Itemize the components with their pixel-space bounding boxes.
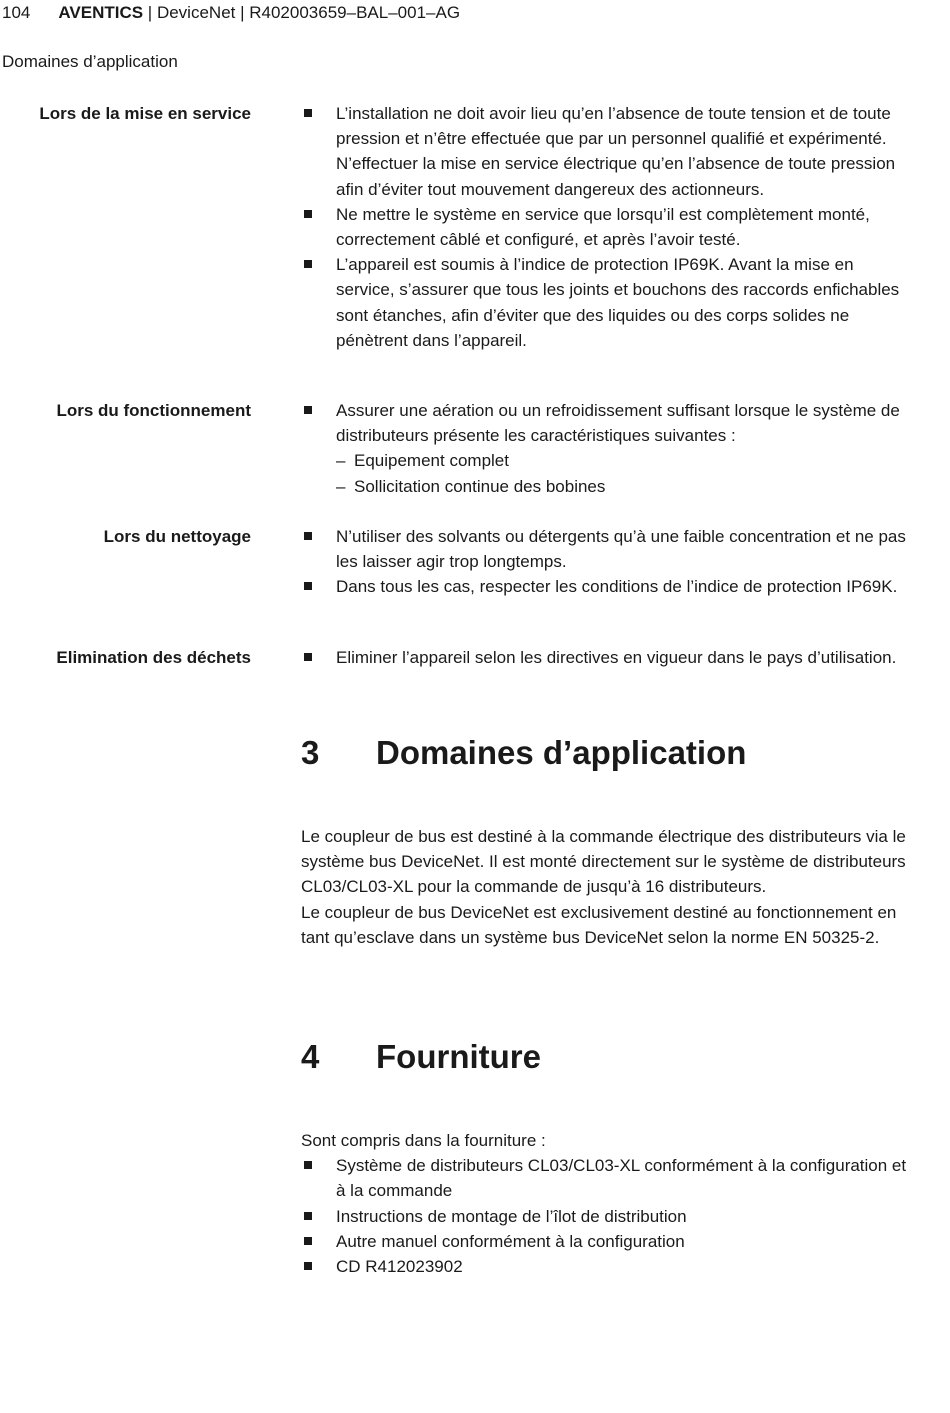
list-item: [301, 1204, 911, 1229]
list-item-text: Ne mettre le système en service que lorsqu’il est complètement monté, correctement câblé et configuré, et après l’avoir testé.: [336, 204, 870, 250]
square-bullet-icon: [304, 653, 312, 661]
document-reference: R402003659–BAL–001–AG: [249, 3, 461, 22]
list-item-text: Assurer une aération ou un refroidissement suffisant lorsque le système de distributeurs présente les caractéristiques suivantes :: [336, 401, 900, 446]
page-number: 104: [2, 3, 31, 22]
disposal-list: [301, 645, 911, 670]
list-item-text: Instructions de montage de l’îlot de distribution: [336, 1206, 687, 1226]
sub-list-item: [336, 474, 911, 499]
page-header: [2, 3, 460, 23]
list-item-text: L’installation ne doit avoir lieu qu’en l’absence de toute tension et de toute pression et n’être effectuée que par un personnel qualifié et expérimenté. N’effectuer la mise en service électrique qu’en l’absence de toute pression afin d’éviter tout mouvement dangereux des actionneurs.: [336, 104, 896, 199]
square-bullet-icon: [304, 1237, 312, 1245]
label-commissioning: Lors de la mise en service: [39, 104, 251, 123]
square-bullet-icon: [304, 1212, 312, 1220]
section-4-heading: [301, 1038, 541, 1076]
section-4-body: [301, 1128, 911, 1279]
list-item: [301, 645, 911, 670]
cleaning-list: [301, 524, 911, 600]
list-item-text: N’utiliser des solvants ou détergents qu’à une faible concentration et ne pas les laisser agir trop longtemps.: [336, 527, 906, 572]
square-bullet-icon: [304, 406, 312, 414]
sub-list-item: [336, 448, 911, 473]
list-item-text: Autre manuel conformément à la configuration: [336, 1231, 685, 1251]
label-cleaning: Lors du nettoyage: [103, 527, 251, 546]
square-bullet-icon: [304, 532, 312, 540]
list-item-text: Système de distributeurs CL03/CL03-XL conformément à la configuration et à la commande: [336, 1156, 907, 1201]
operation-list: [301, 398, 911, 499]
list-item: [301, 524, 911, 574]
paragraph: Le coupleur de bus est destiné à la commande électrique des distributeurs via le système bus DeviceNet. Il est monté directement sur le système de distributeurs CL03/CL03-XL pour la commande de jusqu’à 16 distributeurs.: [301, 827, 906, 897]
list-item: [301, 1229, 911, 1254]
list-item-text: L’appareil est soumis à l’indice de protection IP69K. Avant la mise en service, s’assurer que tous les joints et bouchons des raccords enfichables sont étanches, afin d’éviter que des liquides ou des corps solides ne pénètrent dans l’appareil.: [336, 255, 900, 350]
list-item-text: Eliminer l’appareil selon les directives en vigueur dans le pays d’utilisation.: [336, 648, 897, 667]
sub-list-item-text: Sollicitation continue des bobines: [354, 476, 606, 496]
paragraph: Sont compris dans la fourniture :: [301, 1131, 546, 1150]
square-bullet-icon: [304, 260, 312, 268]
square-bullet-icon: [304, 1262, 312, 1270]
section-number: 4: [301, 1038, 320, 1075]
running-section-title: Domaines d’application: [2, 52, 178, 71]
list-item: [301, 1153, 911, 1203]
list-item-text: CD R412023902: [336, 1257, 463, 1277]
list-item: [301, 202, 911, 252]
paragraph: Le coupleur de bus DeviceNet est exclusivement destiné au fonctionnement en tant qu’esclave dans un système bus DeviceNet selon la norme EN 50325-2.: [301, 902, 897, 947]
section-3-body: [301, 824, 911, 950]
sub-list-item-text: Equipement complet: [354, 451, 509, 471]
square-bullet-icon: [304, 210, 312, 218]
list-item-text: Dans tous les cas, respecter les conditions de l’indice de protection IP69K.: [336, 577, 898, 597]
product-name: DeviceNet: [156, 3, 236, 22]
square-bullet-icon: [304, 582, 312, 590]
header-separator: |: [143, 3, 157, 22]
header-separator-2: |: [235, 3, 250, 22]
list-item: [301, 101, 911, 202]
commissioning-list: [301, 101, 911, 353]
list-item: [301, 1254, 911, 1279]
section-title: Domaines d’application: [376, 734, 747, 771]
section-3-heading: [301, 734, 746, 772]
list-item: [301, 252, 911, 353]
section-title: Fourniture: [376, 1038, 541, 1075]
list-item: [301, 574, 911, 599]
square-bullet-icon: [304, 1161, 312, 1169]
dash-bullet-icon: –: [336, 451, 346, 471]
list-item: [301, 398, 911, 499]
brand-name: AVENTICS: [58, 3, 144, 22]
square-bullet-icon: [304, 109, 312, 117]
delivery-list: [301, 1153, 911, 1279]
label-operation: Lors du fonctionnement: [56, 401, 251, 420]
dash-bullet-icon: –: [336, 476, 346, 496]
section-number: 3: [301, 734, 320, 771]
label-disposal: Elimination des déchets: [56, 648, 251, 667]
